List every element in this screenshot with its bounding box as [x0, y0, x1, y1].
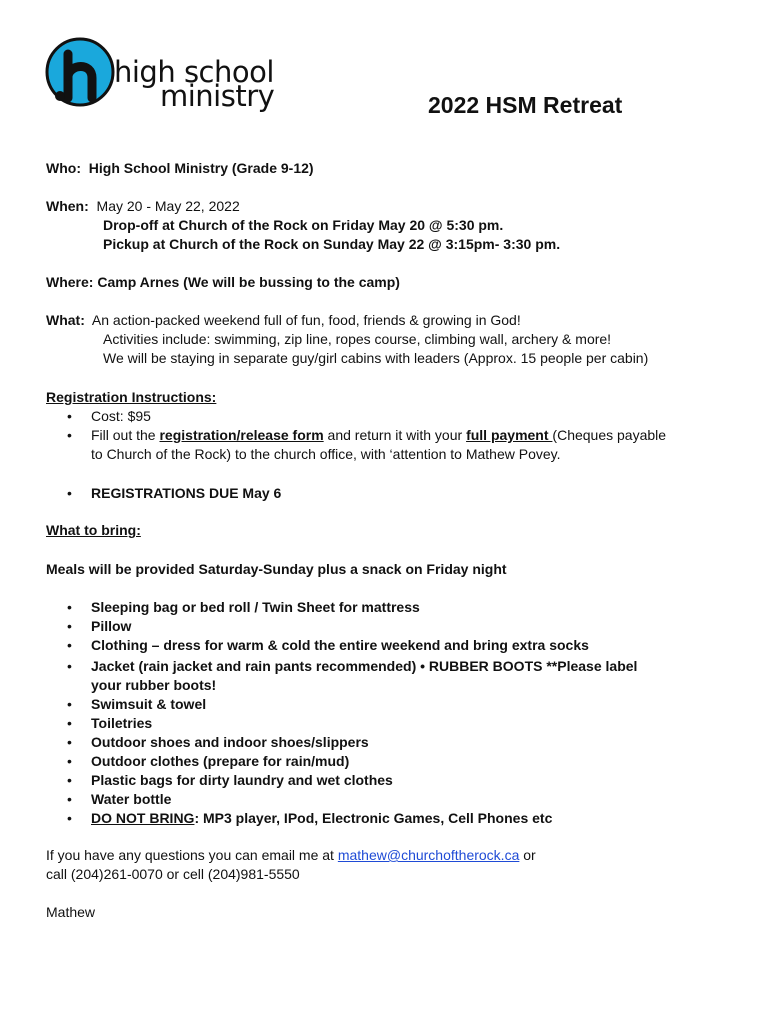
who-line — [46, 159, 314, 178]
dropoff-text: Drop-off at Church of the Rock on Friday May 20 @ 5:30 pm. — [103, 217, 504, 233]
when-value: May 20 - May 22, 2022 — [96, 198, 240, 214]
list-item: Outdoor shoes and indoor shoes/slippers — [91, 734, 369, 750]
do-not-bring-label: DO NOT BRING — [91, 810, 195, 826]
bullet-dot: • — [67, 753, 72, 769]
cabins-text: We will be staying in separate guy/girl cabins with leaders (Approx. 15 people per cabin) — [103, 350, 649, 366]
bullet-dot: • — [67, 715, 72, 731]
list-item: Sleeping bag or bed roll / Twin Sheet for mattress — [91, 599, 420, 615]
page-title: 2022 HSM Retreat — [428, 92, 623, 118]
bullet-dot: • — [67, 658, 72, 674]
pickup-text: Pickup at Church of the Rock on Sunday May 22 @ 3:15pm- 3:30 pm. — [103, 236, 561, 252]
phone-line: call (204)261-0070 or cell (204)981-5550 — [46, 866, 300, 882]
bring-heading: What to bring: — [46, 522, 141, 538]
bullet-dot: • — [67, 696, 72, 712]
list-item: Plastic bags for dirty laundry and wet clothes — [91, 772, 393, 788]
bullet-dot: • — [67, 618, 72, 634]
list-item: Jacket (rain jacket and rain pants recommended) • RUBBER BOOTS **Please label — [91, 658, 638, 674]
bullet-dot: • — [67, 637, 72, 653]
when-label: When: — [46, 198, 89, 214]
list-item: Outdoor clothes (prepare for rain/mud) — [91, 753, 350, 769]
list-item: Pillow — [91, 618, 132, 634]
list-item-continued: your rubber boots! — [91, 677, 217, 693]
list-item: Toiletries — [91, 715, 153, 731]
logo-text-line2: ministry — [160, 79, 275, 113]
logo-text-line1: high school — [114, 55, 274, 89]
where-value: Camp Arnes (We will be bussing to the camp) — [97, 274, 400, 290]
who-label: Who: — [46, 160, 81, 176]
list-item: Swimsuit & towel — [91, 696, 207, 712]
where-label: Where: — [46, 274, 94, 290]
bullet-dot: • — [67, 810, 72, 826]
when-line — [46, 197, 240, 216]
registration-heading: Registration Instructions: — [46, 389, 217, 405]
where-line — [46, 273, 400, 292]
contact-line — [46, 846, 536, 865]
fill-out-line2: to Church of the Rock) to the church office, with ‘attention to Mathew Povey. — [91, 446, 561, 462]
signature: Mathew — [46, 904, 96, 920]
bullet-dot: • — [67, 485, 72, 501]
bullet-dot: • — [67, 791, 72, 807]
bullet-dot: • — [67, 772, 72, 788]
contact-pre: If you have any questions you can email me at — [46, 847, 338, 863]
fill-pre: Fill out the — [91, 427, 160, 443]
cost-text: Cost: $95 — [91, 408, 151, 424]
registration-form-link[interactable]: registration/release form — [159, 427, 324, 443]
what-value: An action-packed weekend full of fun, food, friends & growing in God! — [91, 312, 521, 328]
bullet-dot: • — [67, 408, 72, 424]
registrations-due: REGISTRATIONS DUE May 6 — [91, 485, 282, 501]
who-value: High School Ministry (Grade 9-12) — [88, 160, 314, 176]
fill-post: (Cheques payable — [552, 427, 667, 443]
full-payment-text: full payment — [466, 427, 553, 443]
do-not-bring-text: : MP3 player, IPod, Electronic Games, Cell Phones etc — [194, 810, 553, 826]
email-link[interactable]: mathew@churchoftherock.ca — [337, 847, 520, 863]
contact-post: or — [519, 847, 536, 863]
what-label: What: — [46, 312, 85, 328]
list-item: Clothing – dress for warm & cold the entire weekend and bring extra socks — [91, 637, 589, 653]
what-line — [46, 311, 521, 330]
list-item: Water bottle — [91, 791, 172, 807]
meals-text: Meals will be provided Saturday-Sunday plus a snack on Friday night — [46, 561, 507, 577]
bullet-dot: • — [67, 427, 72, 443]
bullet-dot: • — [67, 599, 72, 615]
bullet-dot: • — [67, 734, 72, 750]
fill-out-text — [91, 426, 666, 445]
fill-mid: and return it with your — [323, 427, 467, 443]
do-not-bring-item — [91, 809, 552, 828]
activities-text: Activities include: swimming, zip line, ropes course, climbing wall, archery & more! — [103, 331, 612, 347]
